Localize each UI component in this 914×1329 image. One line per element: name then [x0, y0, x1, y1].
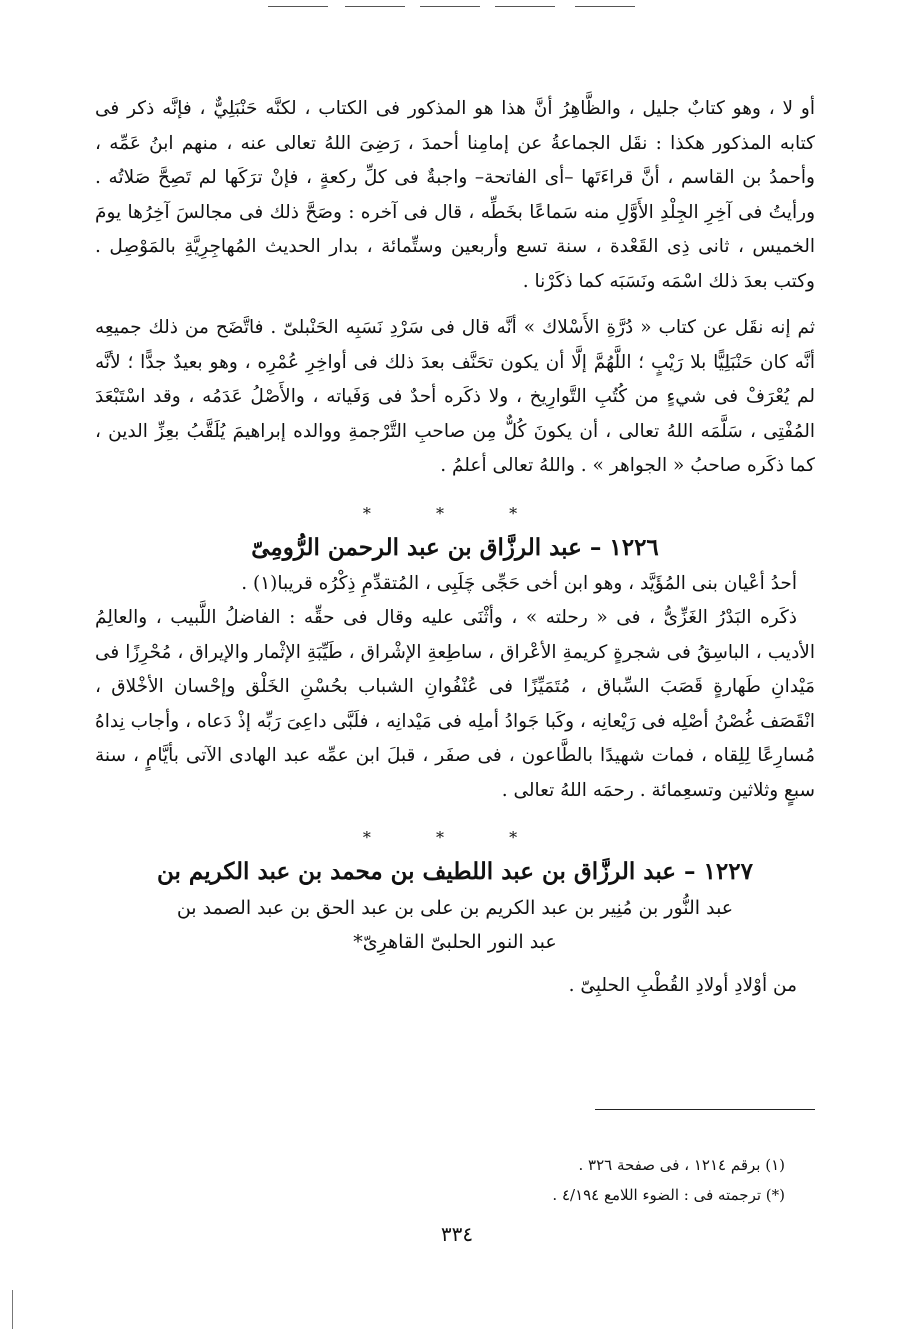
entry-subtitle: عبد النور الحلبىّ القاهرِىّ* — [353, 931, 557, 953]
top-rule — [575, 6, 635, 7]
paragraph: أو لا ، وهو كتابٌ جليل ، والظَّاهِرُ أنَّ هذا هو المذكور فى الكتاب ، لكنَّه حَنْبَلِيٌّ ، فإنَّه ذكر فى كتابه المذكور هكذا : نقَل الجماعةُ عن إمامِنا أحمدَ ، رَضِىَ اللهُ تعالى عنه ، منهم ابنُ عَمِّه ، وأحمدُ بن القاسم ، أنَّ قراءَتَها –أى الفاتحة– واجبةٌ فى كلِّ ركعةٍ ، فإنْ ترَكَها لم تَصِحَّ صَلاتُه . ورأيتُ فى آخِرِ الجِلْدِ الأَوَّلِ منه سَماعًا بخَطِّه ، قال فى آخره : وصَحَّ ذلك فى مجالسَ آخِرُها يومَ الخميس ، ثانى ذِى القَعْدة ، سنة تسع وأربعين وستِّمائة ، بدار الحديث المُهاجِرِيَّةِ بالمَوْصِل . وكتب بعدَ ذلك اسْمَه ونَسَبَه كما ذكَرْنا . — [95, 98, 815, 292]
paragraph: ذكَره البَدْرُ الغَزِّىُّ ، فى « رحلته » ، وأثْنَى عليه وقال فى حقِّه : الفاضلُ اللَّبيب ، والعالِمُ الأديب ، الباسِقُ فى شجرةٍ كريمةِ الأعْراق ، ساطِعةِ الإشْراق ، طَيِّبَةِ الإثْمار والإيراق ، مُحْرِزًا فى مَيْدانِ طَهارةٍ قَصَبَ السِّباق ، مُتَمَيِّزًا فى عُنْفُوانِ الشباب بحُسْنِ الخَلْق وإحْسان الأخْلاق ، انْقَصَف غُصْنُ أصْلِه فى رَيْعانِه ، وكَبا جَوادُ أملِه فى مَيْدانِه ، فلَبَّى داعِىَ رَبِّه إذْ دَعاه ، وأجاب نِداهُ مُسارِعًا لِلِقاه ، فمات شهيدًا بالطَّاعون ، فى صفَر ، قبلَ ابن عمِّه عبد الهادى الآتى بأيَّامٍ ، سنة سبعٍ وثلاثين وتسعِمائة . رحمَه اللهُ تعالى . — [95, 607, 815, 801]
page-body — [95, 92, 815, 1004]
paragraph: ثم إنه نقَل عن كتاب « دُرَّةِ الأَسْلاك » أنَّه قال فى سَرْدِ نَسَبِه الحَنْبلىّ . فاتَّضَح من ذلك جميعِه أنَّه كان حَنْبَلِيًّا بلا رَيْبٍ ؛ اللَّهُمَّ إلَّا أن يكون تحَنَّف بعدَ ذلك فى أواخِرِ عُمْرِه ، وهو بعيدٌ جدًّا ؛ لأنَّه لم يُعْرَفْ فى شيءٍ من كُتُبِ التَّوارِيخ ، ولا ذكَره أحدٌ فى وَفَياته ، والأَصْلُ عَدَمُه ، وقد اسْتَبْعَدَ المُفْتِى ، سَلَّمَه اللهُ تعالى ، أن يكونَ كُلٌّ مِن صاحبِ التَّرْجمةِ ووالده إبراهيمَ يُلَقَّبُ بعِزِّ الدين ، كما ذكَره صاحبُ « الجواهر » . واللهُ تعالى أعلمُ . — [95, 317, 815, 476]
top-rule — [345, 6, 405, 7]
section-separator: * * * — [362, 503, 548, 523]
top-rule — [495, 6, 555, 7]
margin-line — [12, 1290, 13, 1329]
paragraph: من أوْلادِ أولادِ القُطْبِ الحلبِىّ . — [568, 975, 797, 996]
footnote-divider — [595, 1109, 815, 1110]
footnote: (١) برقم ١٢١٤ ، فى صفحة ٣٢٦ . — [578, 1156, 785, 1174]
footnotes — [95, 1150, 785, 1210]
top-rule — [268, 6, 328, 7]
entry-title: ١٢٢٦ – عبد الرزَّاق بن عبد الرحمن الرُّومِىّ — [251, 533, 659, 561]
section-separator: * * * — [362, 828, 548, 847]
paragraph: أحدُ أعْيان بنى المُؤَيَّد ، وهو ابن أخى حَجِّى چَلَبِى ، المُتقدِّمِ ذِكْرُه قريبا(١) . — [241, 572, 797, 594]
footnote: (*) ترجمته فى : الضوء اللامع ٤/١٩٤ . — [552, 1186, 785, 1204]
entry-subtitle: عبد النُّور بن مُنِير بن عبد الكريم بن على بن عبد الحق بن عبد الصمد بن — [176, 897, 734, 919]
page-number: ٣٣٤ — [440, 1222, 474, 1246]
entry-1227 — [95, 853, 815, 1004]
entry-title: ١٢٢٧ – عبد الرزَّاق بن عبد اللطيف بن محمد بن عبد الكريم بن — [157, 858, 753, 885]
top-rule — [420, 6, 480, 7]
entry-1226 — [95, 529, 815, 809]
